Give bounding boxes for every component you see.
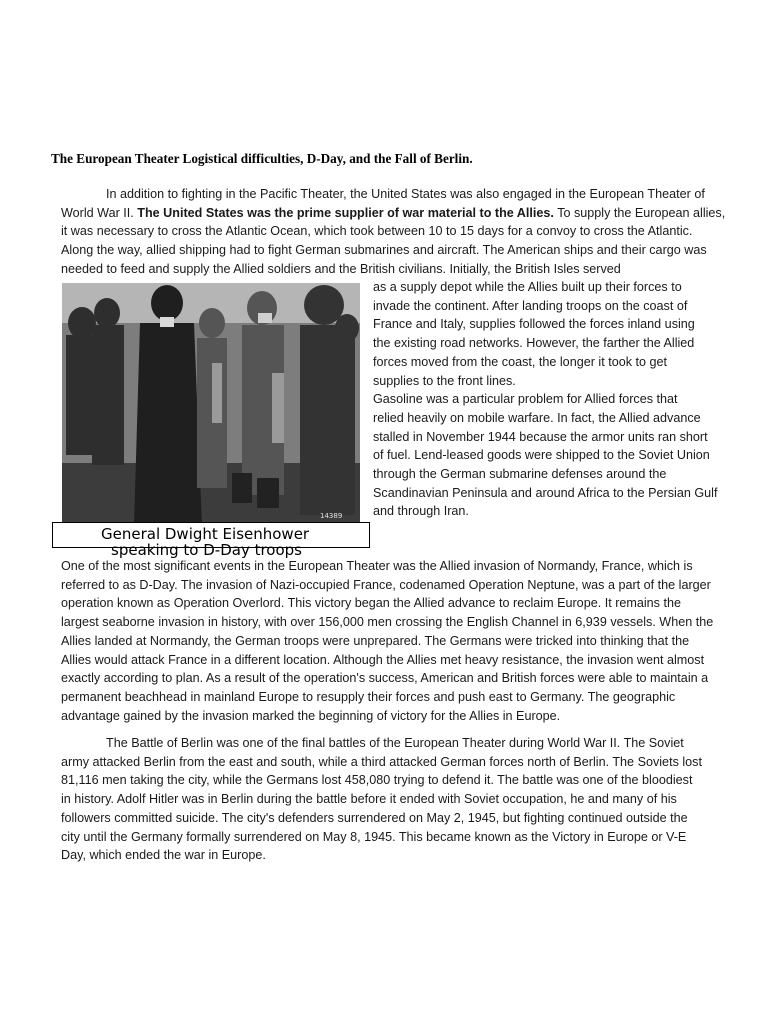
paragraph-d-day bbox=[61, 557, 721, 725]
text-line: the existing road networks. However, the farther the Allied bbox=[373, 336, 695, 351]
text-line: Allies landed at Normandy, the German troops were unprepared. The Germans were tricked into thinking that the bbox=[61, 633, 690, 648]
text-line: army attacked Berlin from the east and south, while a third attacked German forces north of Berlin. The Soviets lost bbox=[61, 754, 702, 769]
text-line: referred to as D-Day. The invasion of Nazi-occupied France, codenamed Operation Neptune, was a part of the larger bbox=[61, 577, 711, 592]
text-line: city until the Germany formally surrendered on May 8, 1945. This became known as the Victory in Europe or V-E bbox=[61, 829, 687, 844]
text-line bbox=[61, 204, 726, 223]
text-line: Scandinavian Peninsula and around Africa to the Persian Gulf bbox=[373, 485, 718, 500]
text-line: Day, which ended the war in Europe. bbox=[61, 848, 266, 863]
text-line: In addition to fighting in the Pacific Theater, the United States was also engaged in the European Theater of bbox=[106, 187, 705, 201]
text-line: stalled in November 1944 because the armor units ran short bbox=[373, 429, 708, 444]
text-line: forces moved from the coast, the longer it took to get bbox=[373, 354, 668, 369]
text-line: it was necessary to cross the Atlantic Ocean, which took between 10 to 15 days for a convoy to cross the Atlantic. bbox=[61, 224, 693, 239]
text-line: advantage gained by the invasion marked the beginning of victory for the Allies in Europe. bbox=[61, 708, 561, 723]
text-line: invade the continent. After landing troops on the coast of bbox=[373, 298, 688, 313]
text-line: supplies to the front lines. bbox=[373, 373, 516, 388]
text-line: in history. Adolf Hitler was in Berlin during the battle before it ended with Soviet occupation, he and many of his bbox=[61, 792, 677, 807]
caption-line-1: General Dwight Eisenhower bbox=[101, 525, 310, 543]
text-run: To supply the European allies, bbox=[553, 205, 726, 220]
text-line: One of the most significant events in the European Theater was the Allied invasion of Normandy, France, which is bbox=[61, 559, 693, 573]
eisenhower-photo bbox=[62, 283, 360, 526]
side-paragraph bbox=[373, 278, 733, 521]
text-line: of fuel. Lend-leased goods were shipped to the Soviet Union bbox=[373, 448, 710, 463]
bold-statement: The United States was the prime supplier of war material to the Allies. bbox=[137, 205, 554, 220]
text-line: as a supply depot while the Allies built up their forces to bbox=[373, 280, 682, 294]
paragraph-berlin bbox=[61, 734, 721, 865]
text-line: followers committed suicide. The city's defenders surrendered on May 2, 1945, but fighting continued outside the bbox=[61, 810, 688, 825]
document-title: The European Theater Logistical difficulties, D-Day, and the Fall of Berlin. bbox=[51, 151, 473, 166]
text-line: Gasoline was a particular problem for Allied forces that bbox=[373, 392, 678, 407]
text-line: The Battle of Berlin was one of the final battles of the European Theater during World War II. The Soviet bbox=[106, 736, 684, 750]
text-line: France and Italy, supplies followed the forces inland using bbox=[373, 317, 695, 332]
text-line: 81,116 men taking the city, while the Germans lost 458,080 trying to defend it. The battle was one of the bloodiest bbox=[61, 773, 693, 788]
text-line: relied heavily on mobile warfare. In fact, the Allied advance bbox=[373, 410, 701, 425]
text-run: World War II. bbox=[61, 205, 138, 220]
text-line: Allies would attack France in a different location. Although the Allies met heavy resistance, the invasion went almost bbox=[61, 652, 705, 667]
caption-line-2: speaking to D-Day troops bbox=[111, 541, 302, 559]
text-line: largest seaborne invasion in history, with over 156,000 men crossing the English Channel in 6,939 vessels. When the bbox=[61, 615, 714, 630]
text-line: needed to feed and supply the Allied soldiers and the British civilians. Initially, the British Isles served bbox=[61, 261, 621, 276]
text-line: and through Iran. bbox=[373, 504, 469, 519]
paragraph-intro bbox=[61, 185, 726, 279]
text-line: permanent beachhead in mainland Europe to resupply their forces and push east to Germany. The geographic bbox=[61, 689, 676, 704]
photo-illustration bbox=[62, 283, 360, 526]
photo-stamp: 14389 bbox=[320, 512, 343, 520]
text-line: Along the way, allied shipping had to fight German submarines and aircraft. The American ships and their cargo was bbox=[61, 243, 707, 258]
text-line: exactly according to plan. As a result of the operation's success, American and British forces were able to maintain a bbox=[61, 671, 709, 686]
text-line: through the German submarine defenses around the bbox=[373, 467, 667, 482]
photo-caption-box bbox=[52, 522, 370, 559]
text-line: operation known as Operation Overlord. This victory began the Allied advance to reclaim Europe. It remains the bbox=[61, 596, 681, 611]
